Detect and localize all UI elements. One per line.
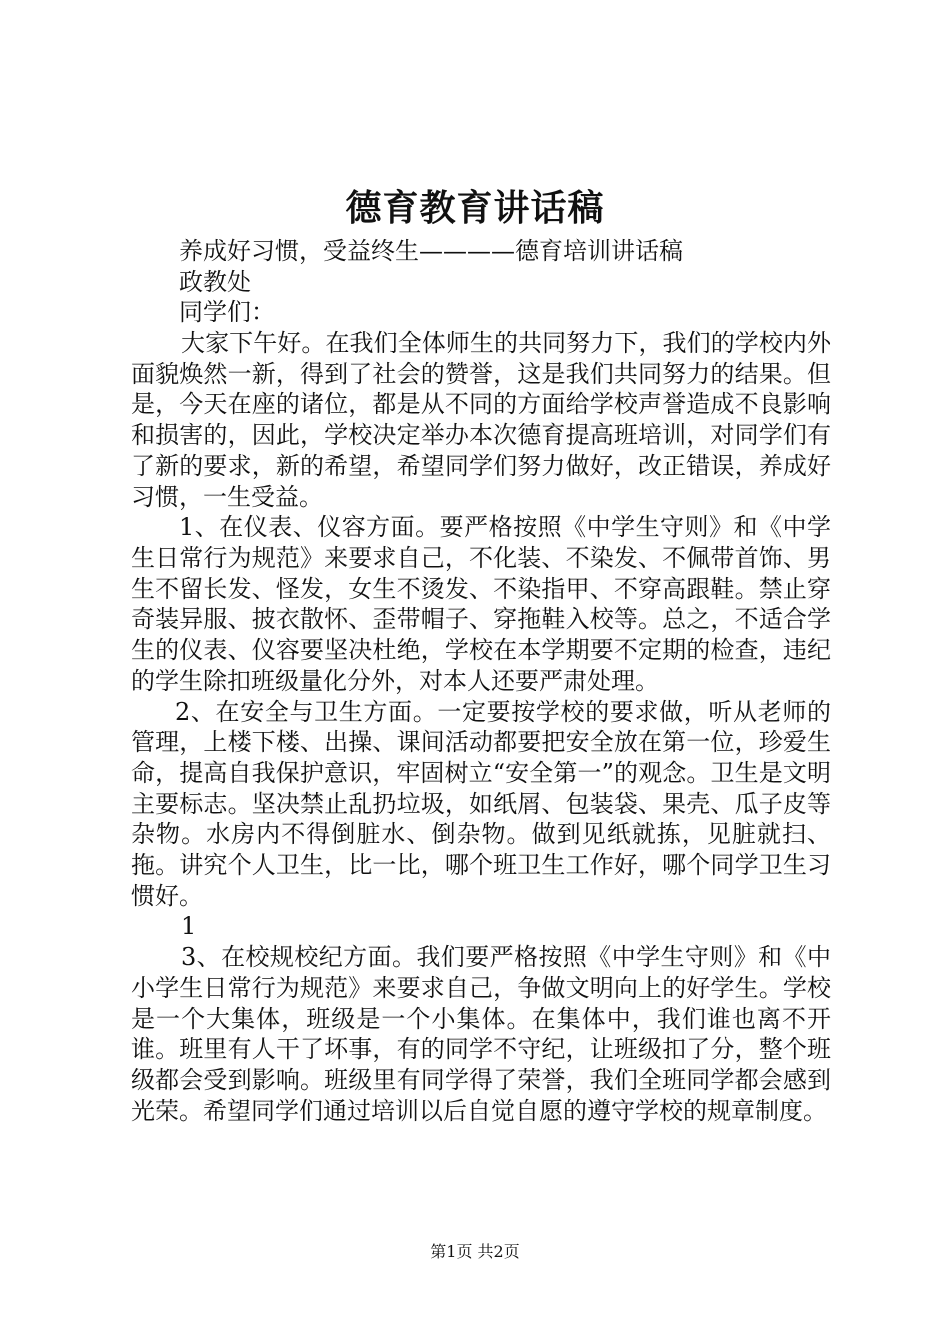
paragraph-appearance: 1、在仪表、仪容方面。要严格按照《中学生守则》和《中学生日常行为规范》来要求自己，不化装、不染发、不佩带首饰、男生不留长发、怪发，女生不烫发、不染指甲、不穿高跟鞋。禁止穿奇装异服、披衣散怀、歪带帽子、穿拖鞋入校等。总之，不适合学生的仪表、仪容要坚决杜绝，学校在本学期要不定期的检查，违纪的学生除扣班级量化分外，对本人还要严肃处理。 xyxy=(131,513,831,695)
paragraph-greeting: 大家下午好。在我们全体师生的共同努力下，我们的学校内外面貌焕然一新，得到了社会的赞誉，这是我们共同努力的结果。但是，今天在座的诸位，都是从不同的方面给学校声誉造成不良影响和损害的，因此，学校决定举办本次德育提高班培训，对同学们有了新的要求，新的希望，希望同学们努力做好，改正错误，养成好习惯，一生受益。 xyxy=(131,329,831,511)
document-salutation: 同学们： xyxy=(179,298,275,327)
paragraph-school-rules: 3、在校规校纪方面。我们要严格按照《中学生守则》和《中小学生日常行为规范》来要求自己，争做文明向上的好学生。学校是一个大集体，班级是一个小集体。在集体中，我们谁也离不开谁。班里有人干了坏事，有的同学不守纪，让班级扣了分，整个班级都会受到影响。班级里有同学得了荣誉，我们全班同学都会感到光荣。希望同学们通过培训以后自觉自愿的遵守学校的规章制度。 xyxy=(131,943,831,1125)
document-title: 德育教育讲话稿 xyxy=(345,187,605,229)
document-subtitle: 养成好习惯，受益终生————德育培训讲话稿 xyxy=(179,237,683,265)
paragraph-safety-hygiene: 2、在安全与卫生方面。一定要按学校的要求做，听从老师的管理，上楼下楼、出操、课间活动都要把安全放在第一位，珍爱生命，提高自我保护意识，牢固树立“安全第一”的观念。卫生是文明主要标志。坚决禁止乱扔垃圾，如纸屑、包装袋、果壳、瓜子皮等杂物。水房内不得倒脏水、倒杂物。做到见纸就拣，见脏就扫、拖。讲究个人卫生，比一比，哪个班卫生工作好，哪个同学卫生习惯好。 xyxy=(131,697,831,910)
page-marker: 1 xyxy=(181,912,197,941)
document-body xyxy=(131,236,831,1126)
document-department: 政教处 xyxy=(179,267,251,296)
page-footer: 第1页 共2页 xyxy=(430,1242,520,1261)
